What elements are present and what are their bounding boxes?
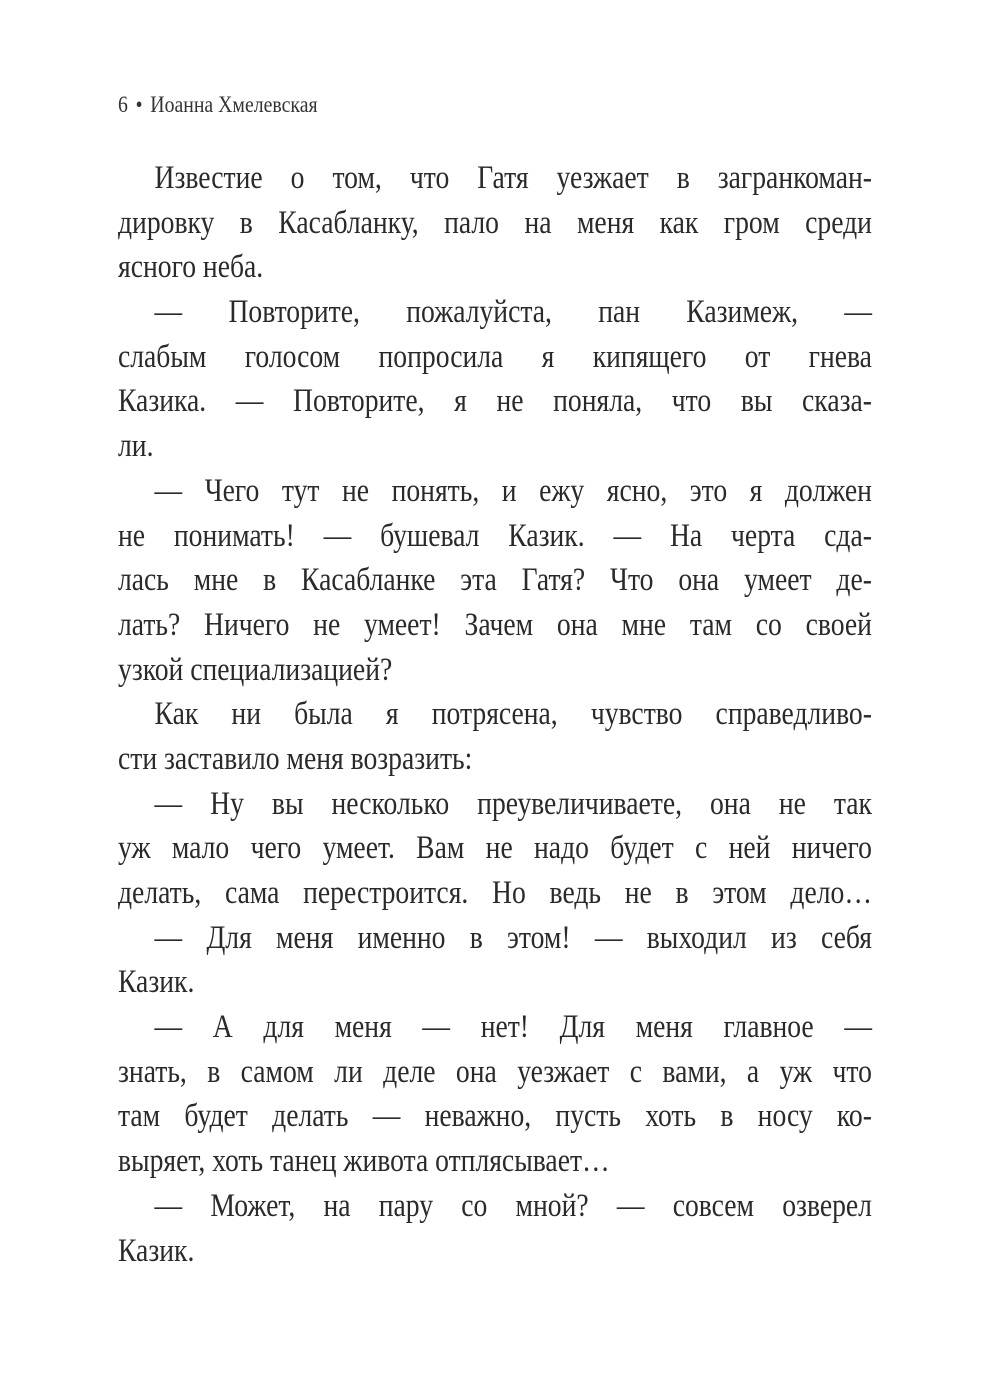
text-line: слабым голосом попросила я кипящего от гнева (118, 338, 872, 375)
paragraph (118, 1184, 1000, 1273)
text-line: знать, в самом ли деле она уезжает с вами, а уж что (118, 1053, 872, 1090)
page-number: 6 (118, 92, 128, 117)
paragraph (118, 1005, 1000, 1184)
body-text (118, 156, 1000, 1273)
text-line: лать? Ничего не умеет! Зачем она мне там со своей (118, 606, 872, 643)
text-line: лась мне в Касабланке эта Гатя? Что она умеет де- (118, 562, 872, 599)
text-line: сти заставило меня возразить: (118, 740, 473, 777)
text-line: — Для меня именно в этом! — выходил из себя (154, 919, 872, 956)
paragraph (118, 469, 1000, 692)
text-line: делать, сама перестроится. Но ведь не в этом дело… (118, 875, 872, 911)
paragraph (118, 782, 1000, 916)
text-line: ли. (118, 428, 154, 465)
running-header (118, 92, 318, 118)
text-line: узкой специализацией? (118, 651, 393, 688)
paragraph (118, 290, 1000, 469)
text-line: выряет, хоть танец живота отплясывает… (118, 1143, 610, 1180)
text-line: дировку в Касабланку, пало на меня как гром среди (118, 204, 872, 241)
text-line: — А для меня — нет! Для меня главное — (154, 1009, 872, 1046)
text-line: — Чего тут не понять, и ежу ясно, это я должен (154, 472, 872, 509)
text-line: уж мало чего умеет. Вам не надо будет с ней ничего (118, 830, 872, 867)
paragraph (118, 156, 1000, 290)
text-line: Как ни была я потрясена, чувство справедливо- (154, 696, 872, 733)
text-line: там будет делать — неважно, пусть хоть в носу ко- (118, 1098, 872, 1135)
author-name: Иоанна Хмелевская (150, 92, 318, 117)
text-line: Казика. — Повторите, я не поняла, что вы сказа- (118, 383, 872, 420)
paragraph (118, 916, 1000, 1005)
text-line: не понимать! — бушевал Казик. — На черта сда- (118, 517, 872, 554)
header-separator: • (135, 92, 143, 117)
text-line: Казик. (118, 1232, 195, 1269)
text-line: Казик. (118, 964, 195, 1001)
text-line: — Ну вы несколько преувеличиваете, она не так (154, 785, 872, 822)
text-line: Известие о том, что Гатя уезжает в загранкоман- (154, 160, 872, 196)
text-line: — Повторите, пожалуйста, пан Казимеж, — (154, 294, 872, 331)
text-line: — Может, на пару со мной? — совсем озверел (154, 1187, 872, 1224)
paragraph (118, 692, 1000, 781)
text-line: ясного неба. (118, 249, 264, 286)
